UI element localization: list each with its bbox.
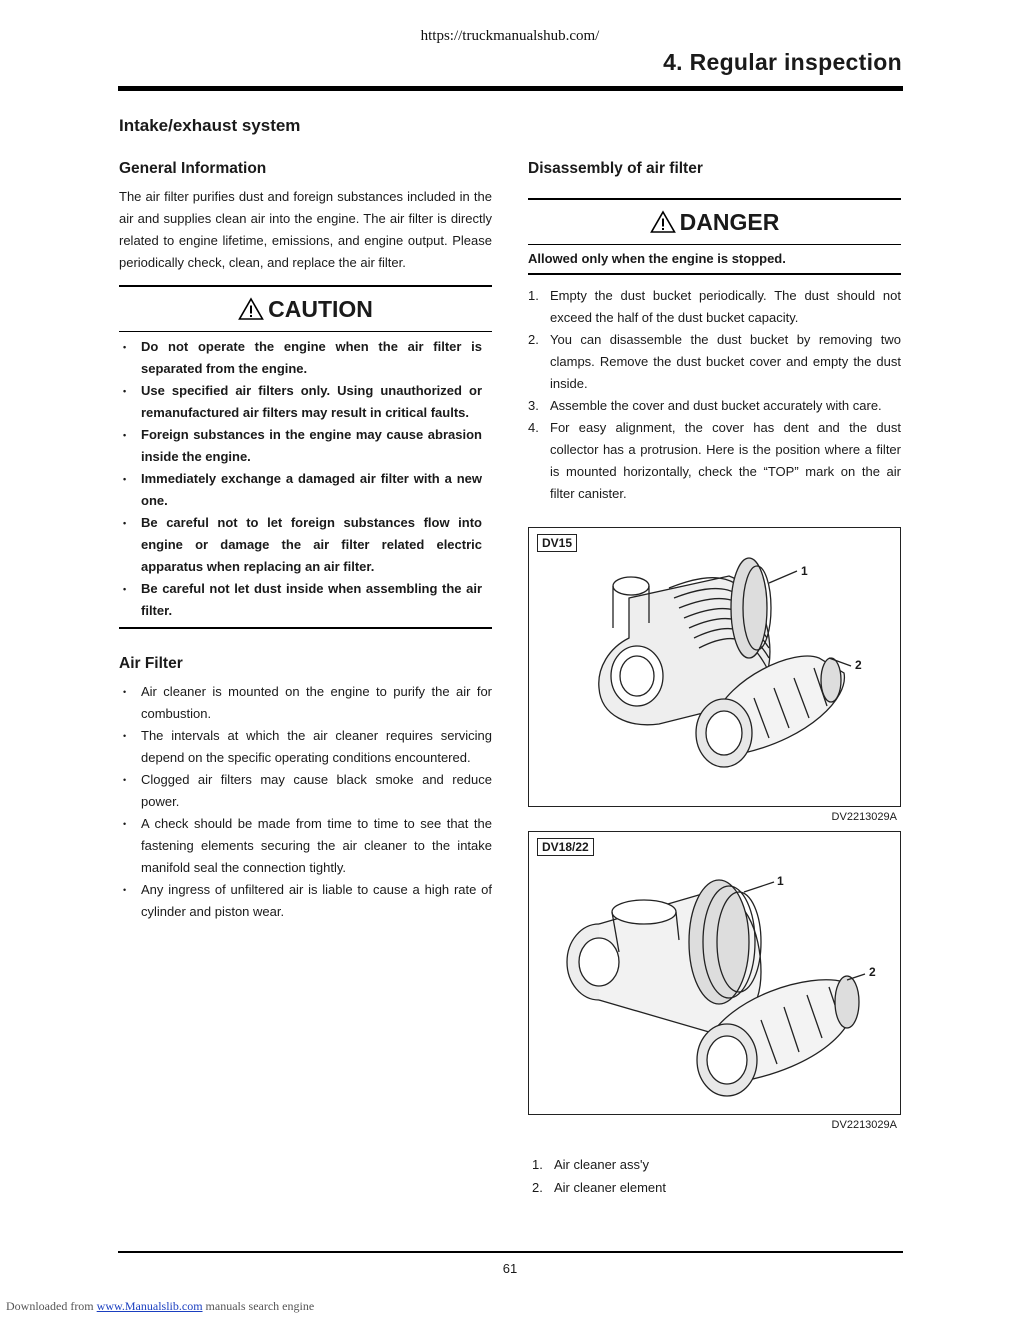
callout-2: 2 bbox=[869, 965, 876, 979]
general-info-heading: General Information bbox=[119, 160, 267, 177]
list-item: • Immediately exchange a damaged air filter with a new one. bbox=[119, 468, 482, 512]
figure-legend bbox=[528, 1153, 901, 1199]
caution-title: CAUTION bbox=[268, 296, 373, 322]
manualslib-link[interactable]: www.Manualslib.com bbox=[96, 1299, 203, 1313]
chapter-title: 4. Regular inspection bbox=[663, 49, 902, 75]
danger-text: Allowed only when the engine is stopped. bbox=[528, 244, 901, 273]
list-item: 2. You can disassemble the dust bucket by removing two clamps. Remove the dust bucket cover and empty the dust inside. bbox=[528, 332, 901, 391]
list-item: • Do not operate the engine when the air filter is separated from the engine. bbox=[119, 336, 482, 380]
disassembly-steps bbox=[528, 285, 901, 505]
header-url: https://truckmanualshub.com/ bbox=[420, 28, 600, 44]
air-cleaner-illustration bbox=[529, 528, 899, 805]
danger-box bbox=[528, 198, 901, 275]
download-footer: Downloaded from www.Manualslib.com manuals search engine bbox=[6, 1299, 315, 1313]
list-item: • Be careful not let dust inside when assembling the air filter. bbox=[119, 578, 482, 622]
caution-box bbox=[119, 285, 492, 629]
callout-1: 1 bbox=[801, 564, 808, 578]
footer-rule bbox=[118, 1251, 903, 1253]
list-item: • A check should be made from time to time to see that the fastening elements securing the air cleaner to the intake manifold seal the connection tightly. bbox=[119, 813, 492, 879]
danger-header bbox=[528, 200, 901, 244]
disassembly-heading: Disassembly of air filter bbox=[528, 160, 703, 177]
warning-triangle-icon bbox=[238, 297, 264, 321]
list-item: • The intervals at which the air cleaner requires servicing depend on the specific operating conditions encountered. bbox=[119, 725, 492, 769]
figure-dv15 bbox=[528, 527, 901, 807]
list-item: • Use specified air filters only. Using unauthorized or remanufactured air filters may result in critical faults. bbox=[119, 380, 482, 424]
figure-dv18-22 bbox=[528, 831, 901, 1115]
list-item: • Air cleaner is mounted on the engine to purify the air for combustion. bbox=[119, 681, 492, 725]
page-number: 61 bbox=[502, 1261, 518, 1276]
list-item: • Any ingress of unfiltered air is liable to cause a high rate of cylinder and piston wear. bbox=[119, 879, 492, 923]
air-filter-heading: Air Filter bbox=[119, 655, 183, 672]
warning-triangle-icon bbox=[650, 210, 676, 234]
callout-2: 2 bbox=[855, 658, 862, 672]
list-item: • Foreign substances in the engine may cause abrasion inside the engine. bbox=[119, 424, 482, 468]
list-item: • Clogged air filters may cause black smoke and reduce power. bbox=[119, 769, 492, 813]
caution-header bbox=[119, 287, 492, 331]
figure-tag: DV18/22 bbox=[537, 838, 594, 856]
list-item: 1. Empty the dust bucket periodically. The dust should not exceed the half of the dust bucket capacity. bbox=[528, 288, 901, 325]
list-item: 4. For easy alignment, the cover has dent and the dust collector has a protrusion. Here is the position where a filter is mounted horizontally, check the “TOP” mark on the air filter canister. bbox=[528, 420, 901, 501]
callout-1: 1 bbox=[777, 874, 784, 888]
list-item: 3. Assemble the cover and dust bucket accurately with care. bbox=[528, 398, 882, 413]
figure-caption: DV2213029A bbox=[831, 811, 897, 823]
general-info-text: The air filter purifies dust and foreign substances included in the air and supplies clean air into the engine. The air filter is directly related to engine lifetime, emissions, and engine output. Please periodically check, clean, and replace the air filter. bbox=[119, 189, 492, 270]
left-column bbox=[119, 160, 492, 923]
figure-caption: DV2213029A bbox=[831, 1119, 897, 1131]
header-rule bbox=[118, 86, 903, 91]
danger-title: DANGER bbox=[679, 209, 780, 235]
section-title: Intake/exhaust system bbox=[119, 116, 301, 135]
air-filter-list bbox=[119, 681, 492, 923]
list-item: 2. Air cleaner element bbox=[532, 1180, 666, 1195]
list-item: 1. Air cleaner ass'y bbox=[532, 1157, 649, 1172]
air-cleaner-illustration bbox=[529, 832, 899, 1113]
right-column bbox=[528, 160, 901, 1199]
caution-list bbox=[119, 336, 482, 622]
figure-tag: DV15 bbox=[537, 534, 577, 552]
list-item: • Be careful not to let foreign substances flow into engine or damage the air filter related electric apparatus when replacing an air filter. bbox=[119, 512, 482, 578]
